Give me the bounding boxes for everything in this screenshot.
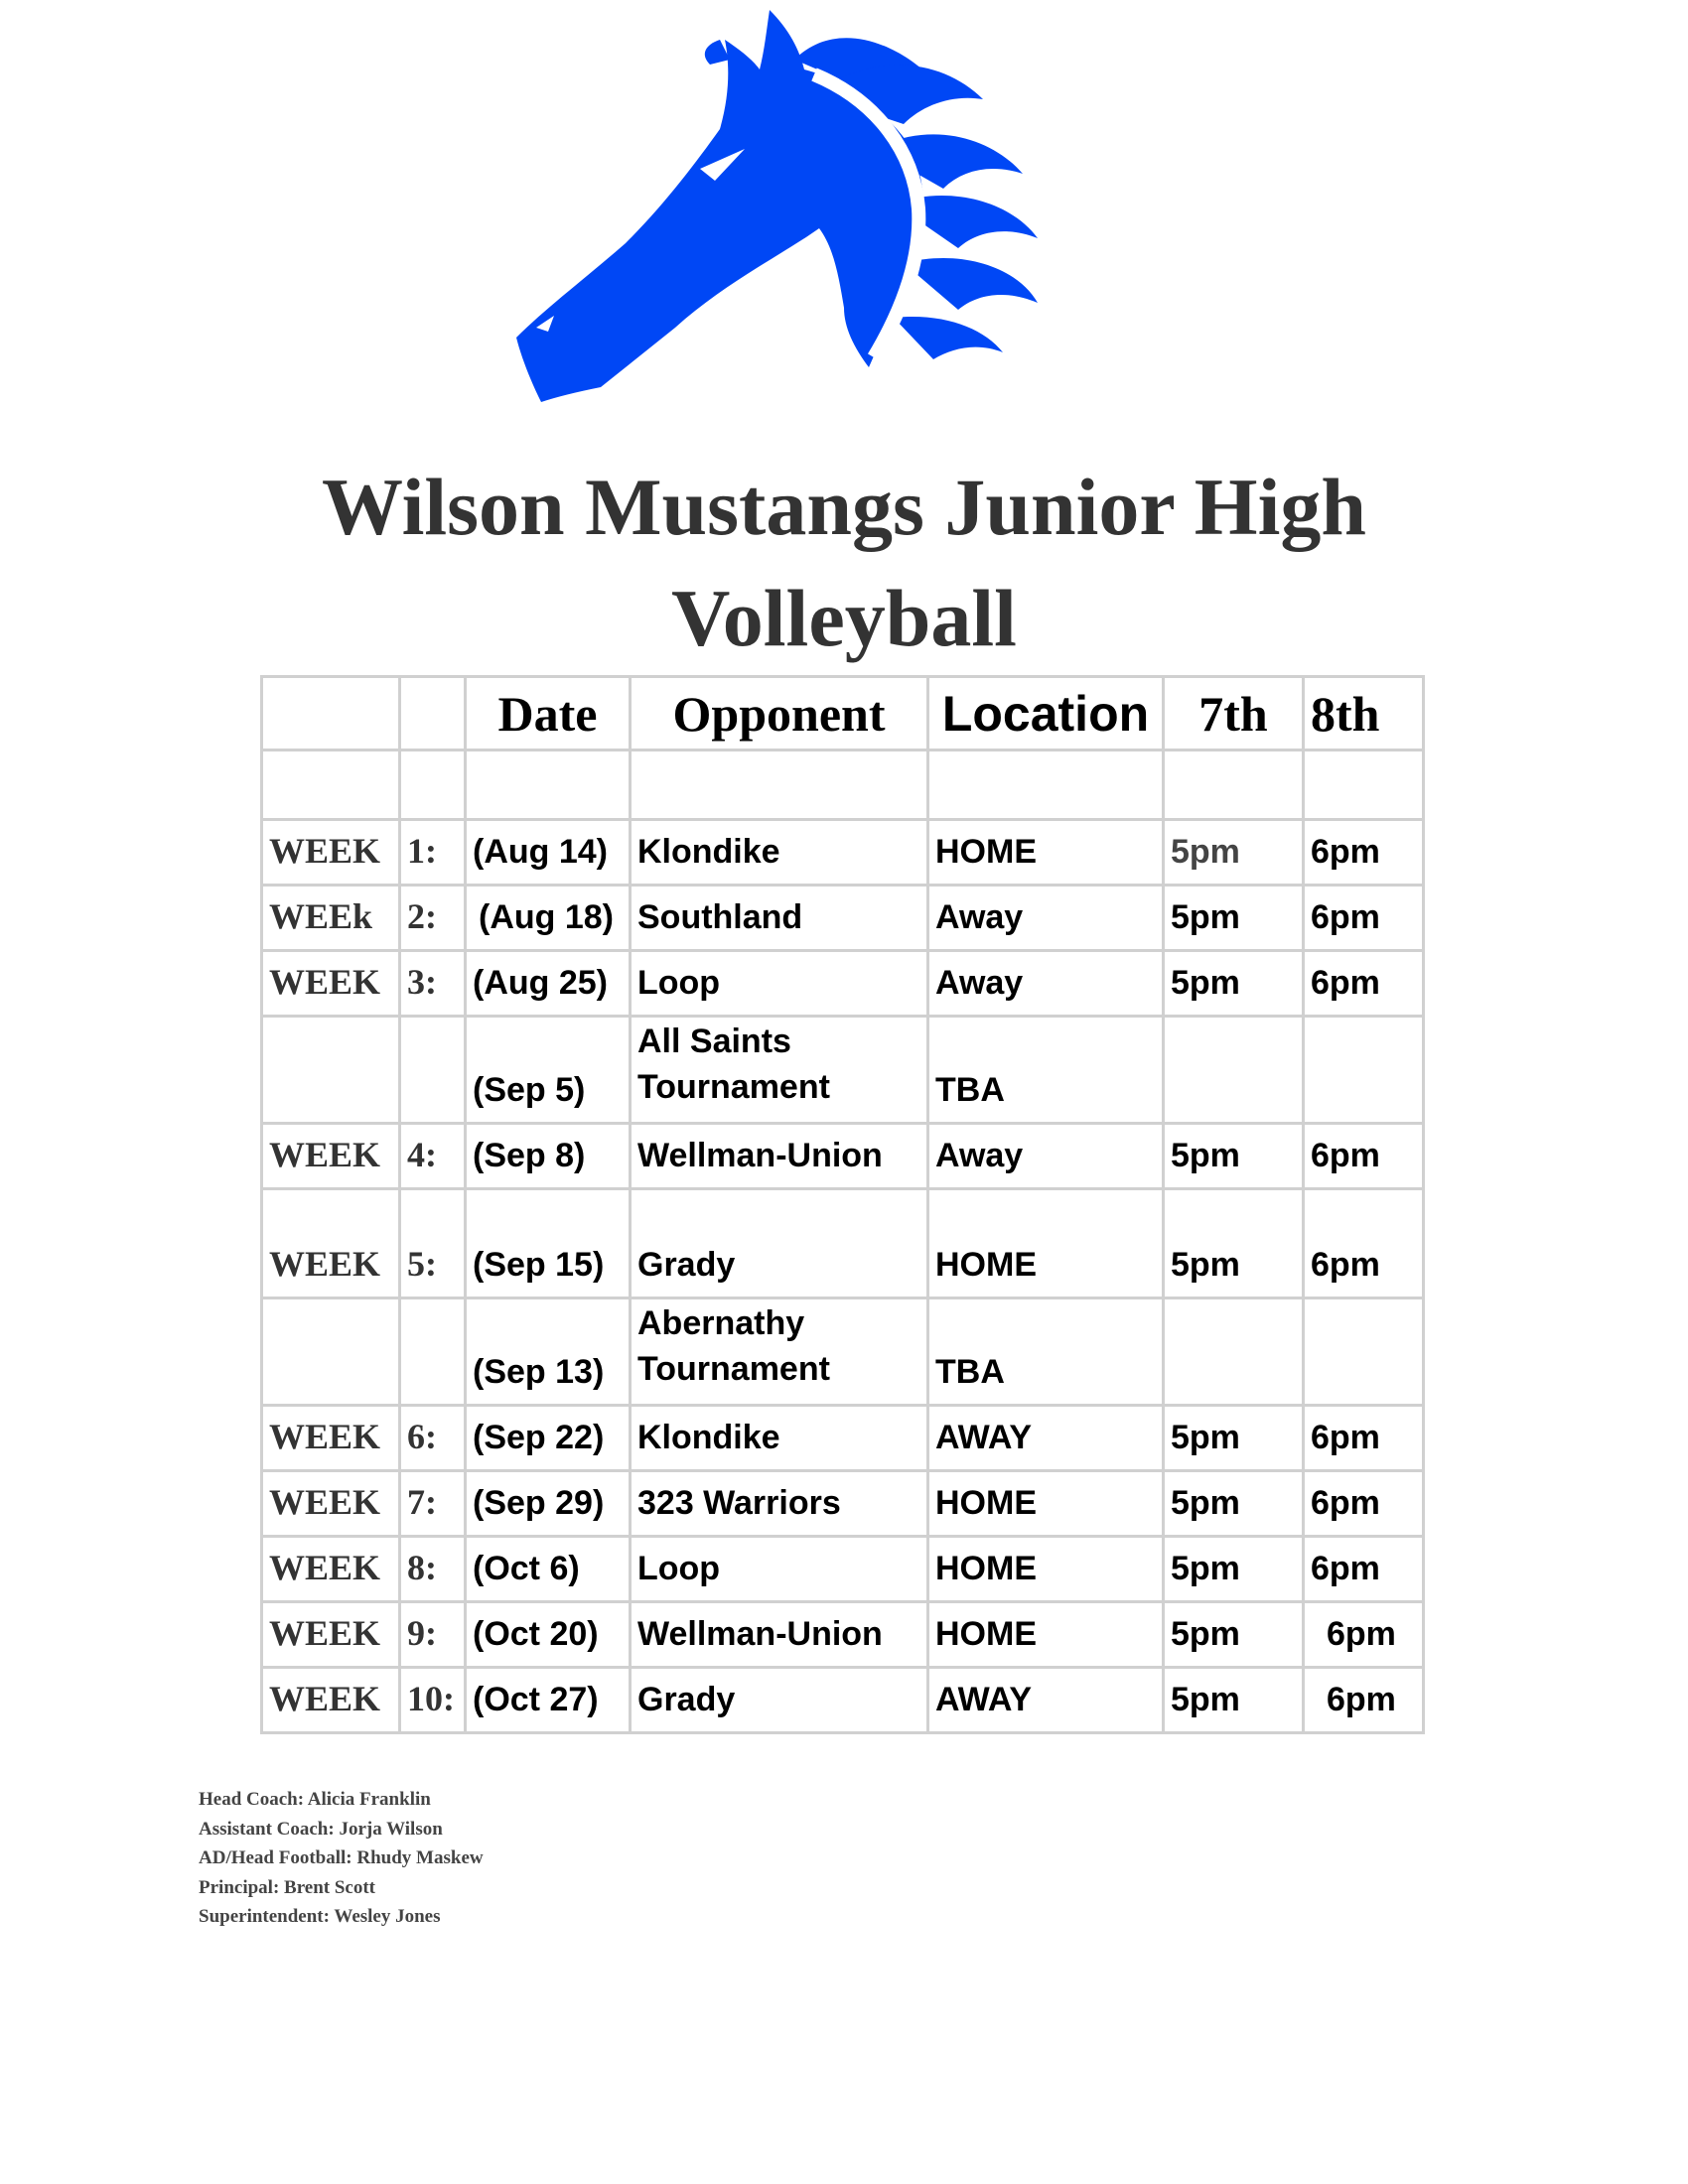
week-number bbox=[400, 1017, 466, 1124]
location: AWAY bbox=[928, 1406, 1164, 1471]
game-date: (Aug 18) bbox=[466, 886, 631, 951]
location: HOME bbox=[928, 1471, 1164, 1537]
game-date: (Aug 25) bbox=[466, 951, 631, 1017]
header-location: Location bbox=[928, 677, 1164, 751]
staff-superintendent: Superintendent: Wesley Jones bbox=[199, 1906, 441, 1927]
staff-principal: Principal: Brent Scott bbox=[199, 1876, 376, 1898]
time-8th: 6pm bbox=[1304, 951, 1424, 1017]
time-8th: 6pm bbox=[1304, 1124, 1424, 1189]
game-date: (Oct 6) bbox=[466, 1537, 631, 1602]
header-8th: 8th bbox=[1304, 677, 1424, 751]
time-8th: 6pm bbox=[1304, 1406, 1424, 1471]
time-7th bbox=[1164, 1017, 1304, 1124]
time-8th bbox=[1304, 1017, 1424, 1124]
schedule-table bbox=[260, 675, 1425, 1734]
time-7th: 5pm bbox=[1164, 1406, 1304, 1471]
week-number bbox=[400, 1298, 466, 1406]
week-label bbox=[262, 1017, 400, 1124]
game-date: (Oct 27) bbox=[466, 1668, 631, 1733]
game-date: (Aug 14) bbox=[466, 820, 631, 886]
week-label: WEEK bbox=[262, 820, 400, 886]
week-label: WEEK bbox=[262, 1124, 400, 1189]
week-number: 2: bbox=[400, 886, 466, 951]
table-header-row bbox=[262, 677, 1424, 751]
opponent-line-1: All Saints bbox=[637, 1023, 791, 1060]
location: HOME bbox=[928, 1602, 1164, 1668]
staff-assistant-coach: Assistant Coach: Jorja Wilson bbox=[199, 1818, 443, 1840]
header-7th: 7th bbox=[1164, 677, 1304, 751]
table-row bbox=[262, 1189, 1424, 1298]
time-8th bbox=[1304, 1298, 1424, 1406]
opponent: Grady bbox=[631, 1189, 928, 1298]
time-8th: 6pm bbox=[1304, 820, 1424, 886]
opponent: 323 Warriors bbox=[631, 1471, 928, 1537]
opponent bbox=[631, 1017, 928, 1124]
header-opponent: Opponent bbox=[631, 677, 928, 751]
table-row bbox=[262, 951, 1424, 1017]
table-row bbox=[262, 1471, 1424, 1537]
header-week bbox=[262, 677, 400, 751]
table-row bbox=[262, 1298, 1424, 1406]
table-row bbox=[262, 1124, 1424, 1189]
location: AWAY bbox=[928, 1668, 1164, 1733]
time-8th: 6pm bbox=[1304, 1189, 1424, 1298]
table-row bbox=[262, 820, 1424, 886]
opponent: Klondike bbox=[631, 820, 928, 886]
table-row bbox=[262, 1602, 1424, 1668]
game-date: (Sep 22) bbox=[466, 1406, 631, 1471]
week-number: 8: bbox=[400, 1537, 466, 1602]
week-number: 6: bbox=[400, 1406, 466, 1471]
table-row bbox=[262, 886, 1424, 951]
time-7th: 5pm bbox=[1164, 1471, 1304, 1537]
week-number: 5: bbox=[400, 1189, 466, 1298]
week-label: WEEK bbox=[262, 1537, 400, 1602]
table-row bbox=[262, 1017, 1424, 1124]
time-8th: 6pm bbox=[1304, 1668, 1424, 1733]
week-label: WEEK bbox=[262, 1189, 400, 1298]
week-number: 1: bbox=[400, 820, 466, 886]
time-7th: 5pm bbox=[1164, 1124, 1304, 1189]
table-row bbox=[262, 1537, 1424, 1602]
page-title bbox=[0, 452, 1688, 674]
location: Away bbox=[928, 951, 1164, 1017]
week-label: WEEK bbox=[262, 1668, 400, 1733]
staff-list bbox=[199, 1785, 484, 1932]
time-7th: 5pm bbox=[1164, 1537, 1304, 1602]
header-num bbox=[400, 677, 466, 751]
opponent: Wellman-Union bbox=[631, 1602, 928, 1668]
table-row bbox=[262, 1406, 1424, 1471]
header-date: Date bbox=[466, 677, 631, 751]
opponent: Loop bbox=[631, 951, 928, 1017]
staff-head-coach: Head Coach: Alicia Franklin bbox=[199, 1789, 431, 1810]
time-8th: 6pm bbox=[1304, 886, 1424, 951]
game-date: (Sep 5) bbox=[466, 1017, 631, 1124]
week-label: WEEK bbox=[262, 1602, 400, 1668]
staff-athletic-director: AD/Head Football: Rhudy Maskew bbox=[199, 1847, 484, 1868]
week-number: 9: bbox=[400, 1602, 466, 1668]
time-7th: 5pm bbox=[1164, 1602, 1304, 1668]
opponent-line-2: Tournament bbox=[637, 1350, 830, 1388]
opponent: Loop bbox=[631, 1537, 928, 1602]
time-7th: 5pm bbox=[1164, 886, 1304, 951]
table-row bbox=[262, 1668, 1424, 1733]
time-7th: 5pm bbox=[1164, 1668, 1304, 1733]
time-7th: 5pm bbox=[1164, 820, 1304, 886]
game-date: (Oct 20) bbox=[466, 1602, 631, 1668]
week-label: WEEK bbox=[262, 951, 400, 1017]
opponent-line-1: Abernathy bbox=[637, 1304, 805, 1342]
location: TBA bbox=[928, 1017, 1164, 1124]
week-label: WEEK bbox=[262, 1471, 400, 1537]
week-label bbox=[262, 1298, 400, 1406]
game-date: (Sep 8) bbox=[466, 1124, 631, 1189]
mustang-head-logo bbox=[516, 0, 1172, 417]
location: Away bbox=[928, 1124, 1164, 1189]
opponent: Klondike bbox=[631, 1406, 928, 1471]
opponent: Wellman-Union bbox=[631, 1124, 928, 1189]
week-number: 7: bbox=[400, 1471, 466, 1537]
time-8th: 6pm bbox=[1304, 1537, 1424, 1602]
time-7th: 5pm bbox=[1164, 1189, 1304, 1298]
time-7th: 5pm bbox=[1164, 951, 1304, 1017]
location: HOME bbox=[928, 1189, 1164, 1298]
time-8th: 6pm bbox=[1304, 1602, 1424, 1668]
game-date: (Sep 13) bbox=[466, 1298, 631, 1406]
location: HOME bbox=[928, 820, 1164, 886]
week-label: WEEK bbox=[262, 1406, 400, 1471]
game-date: (Sep 29) bbox=[466, 1471, 631, 1537]
title-line-1: Wilson Mustangs Junior High bbox=[322, 462, 1366, 552]
location: Away bbox=[928, 886, 1164, 951]
title-line-2: Volleyball bbox=[671, 573, 1017, 663]
game-date: (Sep 15) bbox=[466, 1189, 631, 1298]
opponent bbox=[631, 1298, 928, 1406]
opponent-line-2: Tournament bbox=[637, 1068, 830, 1106]
opponent: Southland bbox=[631, 886, 928, 951]
table-row-empty bbox=[262, 751, 1424, 820]
week-number: 4: bbox=[400, 1124, 466, 1189]
time-7th bbox=[1164, 1298, 1304, 1406]
location: HOME bbox=[928, 1537, 1164, 1602]
week-number: 3: bbox=[400, 951, 466, 1017]
location: TBA bbox=[928, 1298, 1164, 1406]
week-number: 10: bbox=[400, 1668, 466, 1733]
time-8th: 6pm bbox=[1304, 1471, 1424, 1537]
week-label: WEEk bbox=[262, 886, 400, 951]
opponent: Grady bbox=[631, 1668, 928, 1733]
